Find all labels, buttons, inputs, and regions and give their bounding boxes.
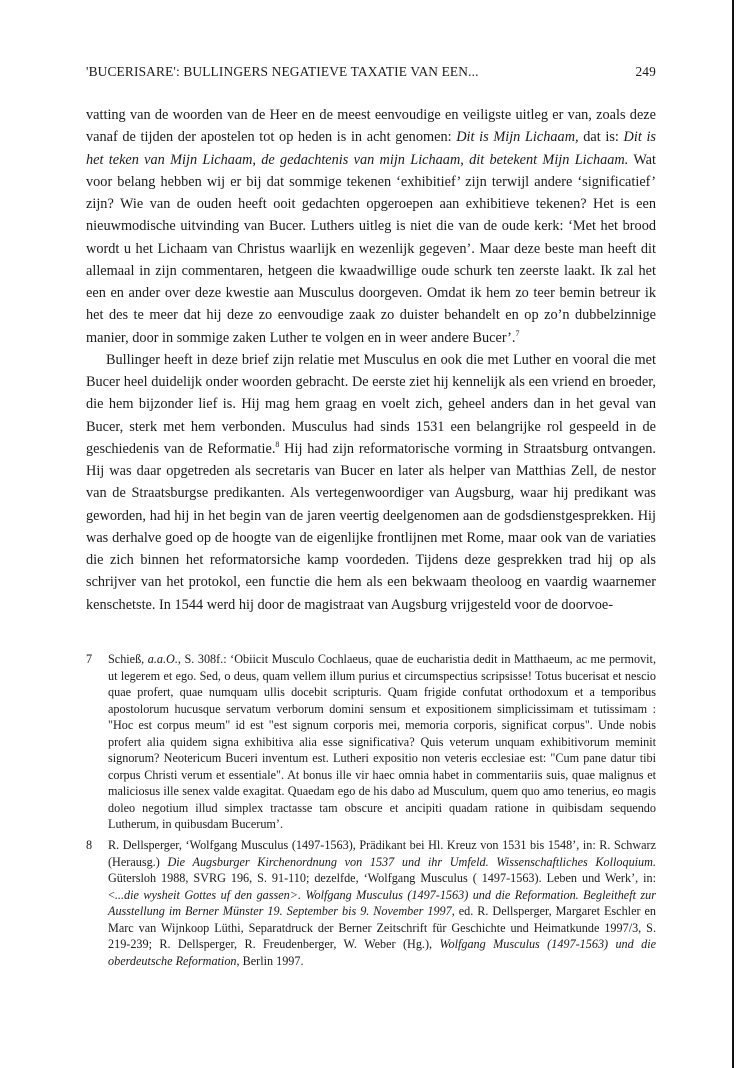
fn7-italic-b: a.a.O. bbox=[147, 652, 178, 666]
fn8-text-e: , ed. R. Dellsperger, Margaret Eschler en Marc van Wijnkoop Lüthi, Separatdruck der Berner Zeitschrift für Geschichte und Heimatkunde 1997/3, S. 219-239; R. Dellsperger, R. Freudenberger, W. Weber (Hg.), bbox=[108, 904, 657, 952]
footnote-8-number: 8 bbox=[86, 838, 93, 853]
p1-italic-1: Dit is Mijn Lichaam, bbox=[456, 129, 579, 146]
fn8-text-g: , Berlin 1997. bbox=[236, 953, 304, 968]
footnote-7 bbox=[86, 651, 656, 833]
fn8-text-a: R. Dellsperger, ‘Wolfgang Musculus (1497-1563), Prädikant bei Hl. Kreuz von 1531 bis 1548’, in: R. Schwarz (Herausg.) bbox=[108, 838, 656, 869]
p2-text-1: Bullinger heeft in deze brief zijn relatie met Musculus en ook die met Luther en vooral die met Bucer heel duidelijk onder woorden gebracht. De eerste ziet hij kennelijk als een vriend en broeder, die hem bijzonder lief is. Hij mag hem graag en voelt zich, geheel anders dan in het geval van Bucer, sterk met hem verbonden. Musculus had sinds 1531 een belangrijke rol gespeeld in de geschiedenis van de Reformatie. bbox=[86, 351, 656, 457]
p2-text-2: Hij had zijn reformatorische vorming in Straatsburg ontvangen. Hij was daar opgetreden als secretaris van Bucer en later als helper van Matthias Zell, de nestor van de Straatsburgse predikanten. Als vertegenwoordiger van Augsburg, waar hij predikant was geworden, had hij in het begin van de jaren veertig deelgenomen aan de godsdienstgesprekken. Hij was derhalve goed op de hoogte van de eigenlijke frontlijnen met Rome, maar ook van de variaties die zich binnen het reformatorsiche kamp voordeden. Tijdens deze gesprekken trad hij op als schrijver van het protokol, een functie die hem als een bekwaam theoloog en vaardig waarnemer kenschetste. In 1544 werd hij door de magistraat van Augsburg vrijgesteld voor de doorvoe- bbox=[86, 440, 656, 613]
running-title: 'BUCERISARE': BULLINGERS NEGATIEVE TAXATIE VAN EEN... bbox=[86, 64, 479, 79]
p1-text-1: vatting van de woorden van de Heer en de meest eenvoudige en veiligste uitleg er van, zoals deze vanaf de tijden der apostelen tot op heden is in acht genomen: bbox=[86, 107, 656, 146]
main-text bbox=[86, 104, 656, 616]
fn8-text-c: Gütersloh 1988, SVRG 196, S. 91-110; dezelfde, ‘Wolfgang Musculus ( 1497-1563). Leben und Werk’, in: < bbox=[108, 871, 656, 902]
footnote-8 bbox=[86, 837, 656, 969]
fn7-text-c: , S. 308f.: ‘Obiicit Musculo Cochlaeus, quae de eucharistia dedit in Matthaeum, ac me permovit, ut legerem et ego. Sed, o deus, quam vellem illum purius et circumspectius scripsisse! Totus bucerisat et nescio quae profert, quae numquam ullis docebit scripturis. Quam frigide confutat orthodoxum et a temporibus apostolorum hucusque servatum verborum domini sensum et expositionem simplicissimam et tutissimam : "Hoc est corpus meum" id est "est signum corporis mei, memoria corporis, significat corpus". Unde nobis profert alia quidem signa exhibitiva alia esse significativa? Quis veterum unquam exhibitivorum meminit signorum? Neotericum Buceri inventum est. Lutheri expositio non veteris ecclesiae est: "Cum pane datur tibi corpus Christi verum et essentiale". At bonus ille vir haec omnia habet in commentariis suis, quae malignus et maliciosus ille senex valde exagitat. Quaedam ego de his dabo ad Musculum, quem quo amo tenerius, eo magis doleo negotium illud simplex tractasse tam obscure et ancipiti quadam ratione in quibisdam sequendo Lutherum, in quibusdam Bucerum’. bbox=[108, 652, 656, 832]
page-number: 249 bbox=[635, 64, 656, 79]
page-edge-line bbox=[732, 0, 734, 1068]
footnotes bbox=[86, 651, 656, 969]
footnote-7-number: 7 bbox=[86, 652, 93, 666]
paragraph-2 bbox=[86, 349, 656, 616]
footnote-ref-7[interactable]: 7 bbox=[515, 328, 520, 338]
paragraph-1 bbox=[86, 104, 656, 349]
fn8-italic-d: ...die wysheit Gottes uf den gassen>. Wolfgang Musculus (1497-1563) und die Reformation. Begleitheft zur Ausstellung im Berner Münster 19. September bis 9. November 1997 bbox=[108, 887, 656, 919]
fn8-italic-b: Die Augsburger Kirchenordnung von 1537 und ihr Umfeld. Wissenschaftliches Kolloquium. bbox=[167, 854, 656, 869]
p1-text-2: dat is: bbox=[578, 129, 624, 146]
fn8-italic-f: Wolfgang Musculus (1497-1563) und die oberdeutsche Reformation bbox=[108, 937, 656, 968]
footnote-ref-8[interactable]: 8 bbox=[275, 439, 280, 449]
p1-italic-2: Dit is het teken van Mijn Lichaam, de gedachtenis van mijn Lichaam, dit betekent Mijn Lichaam. bbox=[86, 129, 656, 168]
p1-text-3: Wat voor belang hebben wij er bij dat sommige tekenen ‘exhibitief’ zijn terwijl andere ‘significatief’ zijn? Wie van de ouden heeft ooit gedachten opgeroepen aan exhibitieve tekenen? Het is een nieuwmodische uitvinding van Bucer. Luthers uitleg is niet die van de oude kerk: ‘Met het brood wordt u het Lichaam van Christus waarlijk en wezenlijk gegeven’. Maar deze beste man heeft dit allemaal in zijn commentaren, hetgeen die kwaadwillige oude schurk ten zeerste laakt. Ik zal het een en ander over deze kwestie aan Musculus doorgeven. Omdat ik hem zo teer bemin betreur ik het des te meer dat hij deze zo eenvoudige zaak zo duister behandelt en op zo’n dubbelzinnige manier, door in sommige zaken Luther te volgen en in weer andere Bucer’. bbox=[86, 151, 657, 346]
running-header bbox=[86, 64, 656, 84]
fn7-text-a: Schieß, bbox=[108, 652, 148, 666]
